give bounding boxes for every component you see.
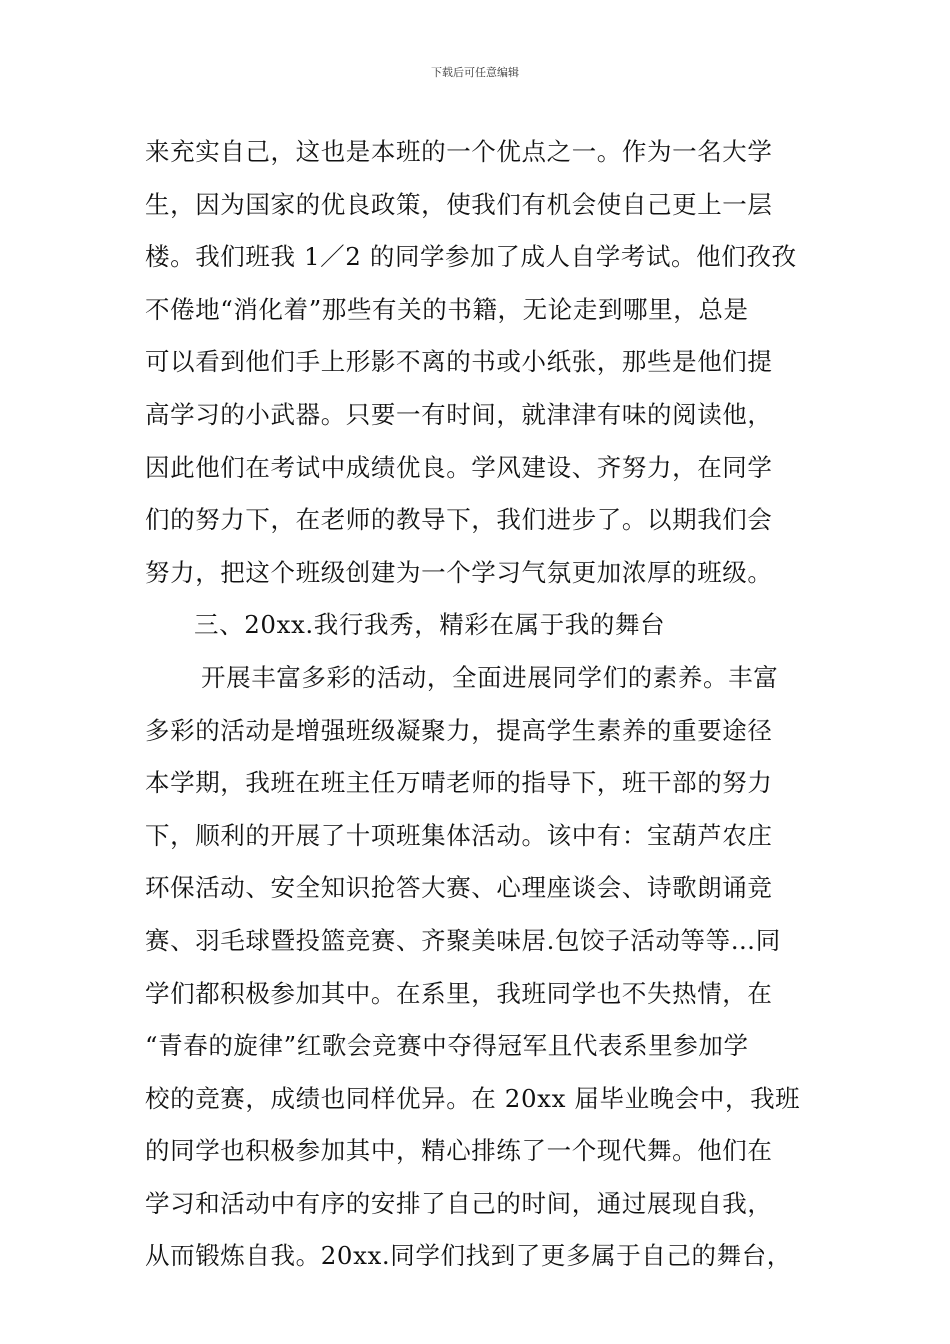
- text-line: 校的竞赛，成绩也同样优异。在 20xx 届毕业晚会中，我班: [145, 1083, 801, 1113]
- text-line: 本学期，我班在班主任万晴老师的指导下，班干部的努力: [145, 768, 773, 798]
- text-line: 学习和活动中有序的安排了自己的时间，通过展现自我，: [145, 1188, 773, 1218]
- text-line: 高学习的小武器。只要一有时间，就津津有味的阅读他，: [145, 399, 773, 429]
- text-line: 可以看到他们手上形影不离的书或小纸张，那些是他们提: [145, 347, 773, 377]
- text-line: 们的努力下，在老师的教导下，我们进步了。以期我们会: [145, 505, 773, 535]
- text-line: 来充实自己，这也是本班的一个优点之一。作为一名大学: [145, 137, 773, 166]
- text-line: 从而锻炼自我。20xx.同学们找到了更多属于自己的舞台，: [145, 1241, 792, 1271]
- text-line: 因此他们在考试中成绩优良。学风建设、齐努力，在同学: [145, 452, 773, 482]
- text-line: 赛、羽毛球暨投篮竞赛、齐聚美味居.包饺子活动等等…同: [145, 925, 781, 955]
- text-line: 环保活动、安全知识抢答大赛、心理座谈会、诗歌朗诵竞: [145, 873, 773, 903]
- document-body: [145, 126, 810, 1283]
- text-line: 学们都积极参加其中。在系里，我班同学也不失热情，在: [145, 978, 773, 1008]
- text-line: 开展丰富多彩的活动，全面进展同学们的素养。丰富: [201, 662, 779, 692]
- text-line: 生，因为国家的优良政策，使我们有机会使自己更上一层: [145, 189, 773, 219]
- text-line: 努力，把这个班级创建为一个学习气氛更加浓厚的班级。: [145, 557, 773, 587]
- text-line: 不倦地“消化着”那些有关的书籍，无论走到哪里，总是: [145, 294, 749, 324]
- text-line: 的同学也积极参加其中，精心排练了一个现代舞。他们在: [145, 1136, 773, 1166]
- text-line: 楼。我们班我 1／2 的同学参加了成人自学考试。他们孜孜: [145, 242, 797, 272]
- text-line: 下，顺利的开展了十项班集体活动。该中有：宝葫芦农庄: [145, 820, 773, 850]
- text-line: “青春的旋律”红歌会竞赛中夺得冠军且代表系里参加学: [145, 1031, 749, 1061]
- text-line: 多彩的活动是增强班级凝聚力，提高学生素养的重要途径: [145, 715, 773, 745]
- section-heading: 三、20xx.我行我秀，精彩在属于我的舞台: [194, 610, 666, 640]
- page-header-note: 下载后可任意编辑: [431, 66, 519, 79]
